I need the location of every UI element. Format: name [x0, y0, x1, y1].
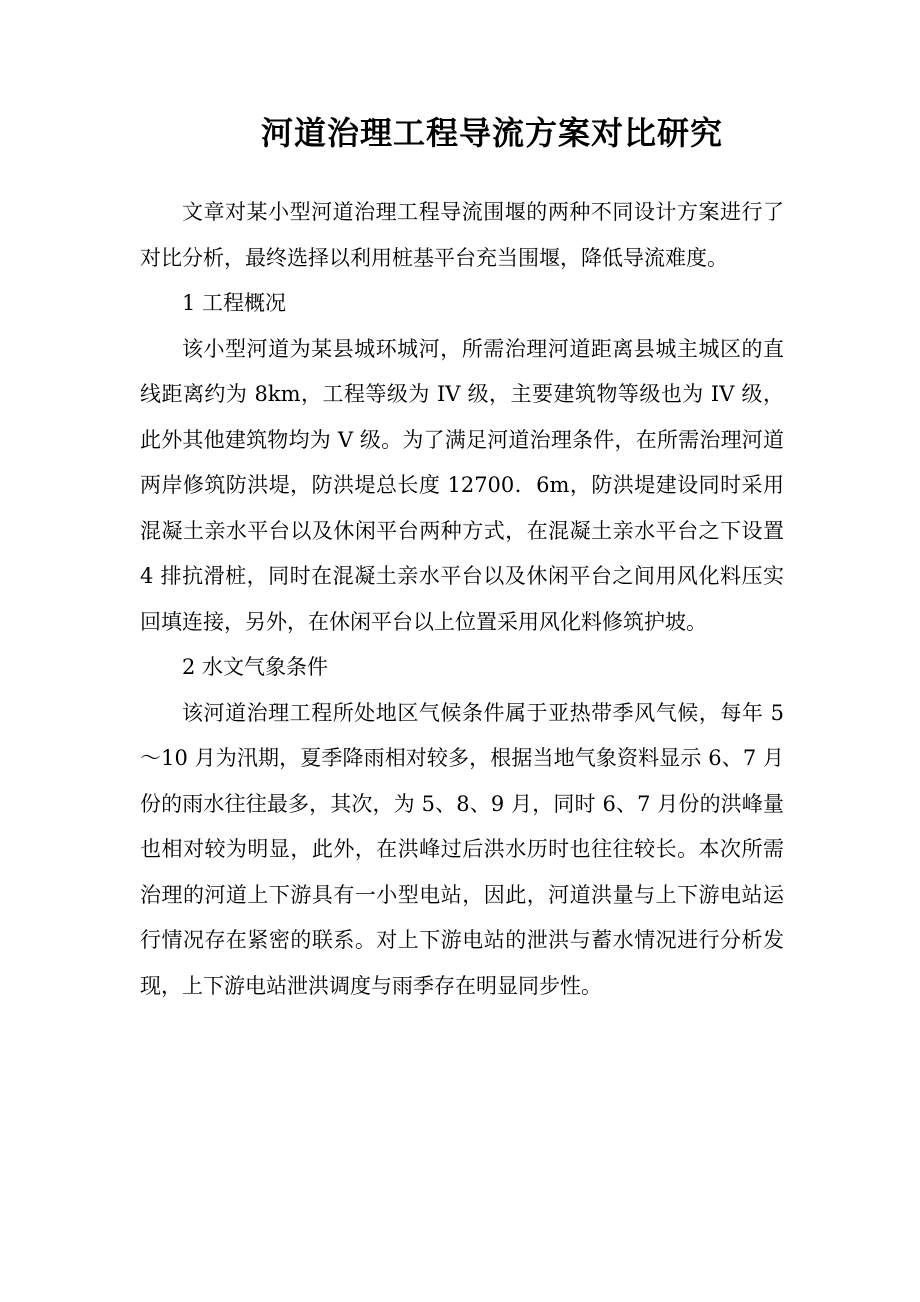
document-title: 河道治理工程导流方案对比研究 [260, 114, 723, 152]
section-paragraph-overview: 该小型河道为某县城环城河，所需治理河道距离县城主城区的直线距离约为 8km，工程等级为 IV 级，主要建筑物等级也为 IV 级，此外其他建筑物均为 V 级。为了满足河道治理条件，在所需治理河道两岸修筑防洪堤，防洪堤总长度 12700．6m，防洪堤建设同时采用混凝土亲水平台以及休闲平台两种方式，在混凝土亲水平台之下设置 4 排抗滑桩，同时在混凝土亲水平台以及休闲平台之间用风化料压实回填连接，另外，在休闲平台以上位置采用风化料修筑护坡。 [140, 336, 784, 634]
document-body [140, 190, 784, 1009]
section-paragraph-hydrology: 该河道治理工程所处地区气候条件属于亚热带季风气候，每年 5～10 月为汛期，夏季降雨相对较多，根据当地气象资料显示 6、7 月份的雨水往往最多，其次，为 5、8、9 月，同时 6、7 月份的洪峰量也相对较为明显，此外，在洪峰过后洪水历时也往往较长。本次所需治理的河道上下游具有一小型电站，因此，河道洪量与上下游电站运行情况存在紧密的联系。对上下游电站的泄洪与蓄水情况进行分析发现，上下游电站泄洪调度与雨季存在明显同步性。 [140, 700, 784, 998]
abstract-paragraph: 文章对某小型河道治理工程导流围堰的两种不同设计方案进行了对比分析，最终选择以利用桩基平台充当围堰，降低导流难度。 [140, 200, 784, 270]
section-heading-hydrology: 2 水文气象条件 [182, 655, 329, 679]
section-heading-overview: 1 工程概况 [182, 291, 287, 315]
